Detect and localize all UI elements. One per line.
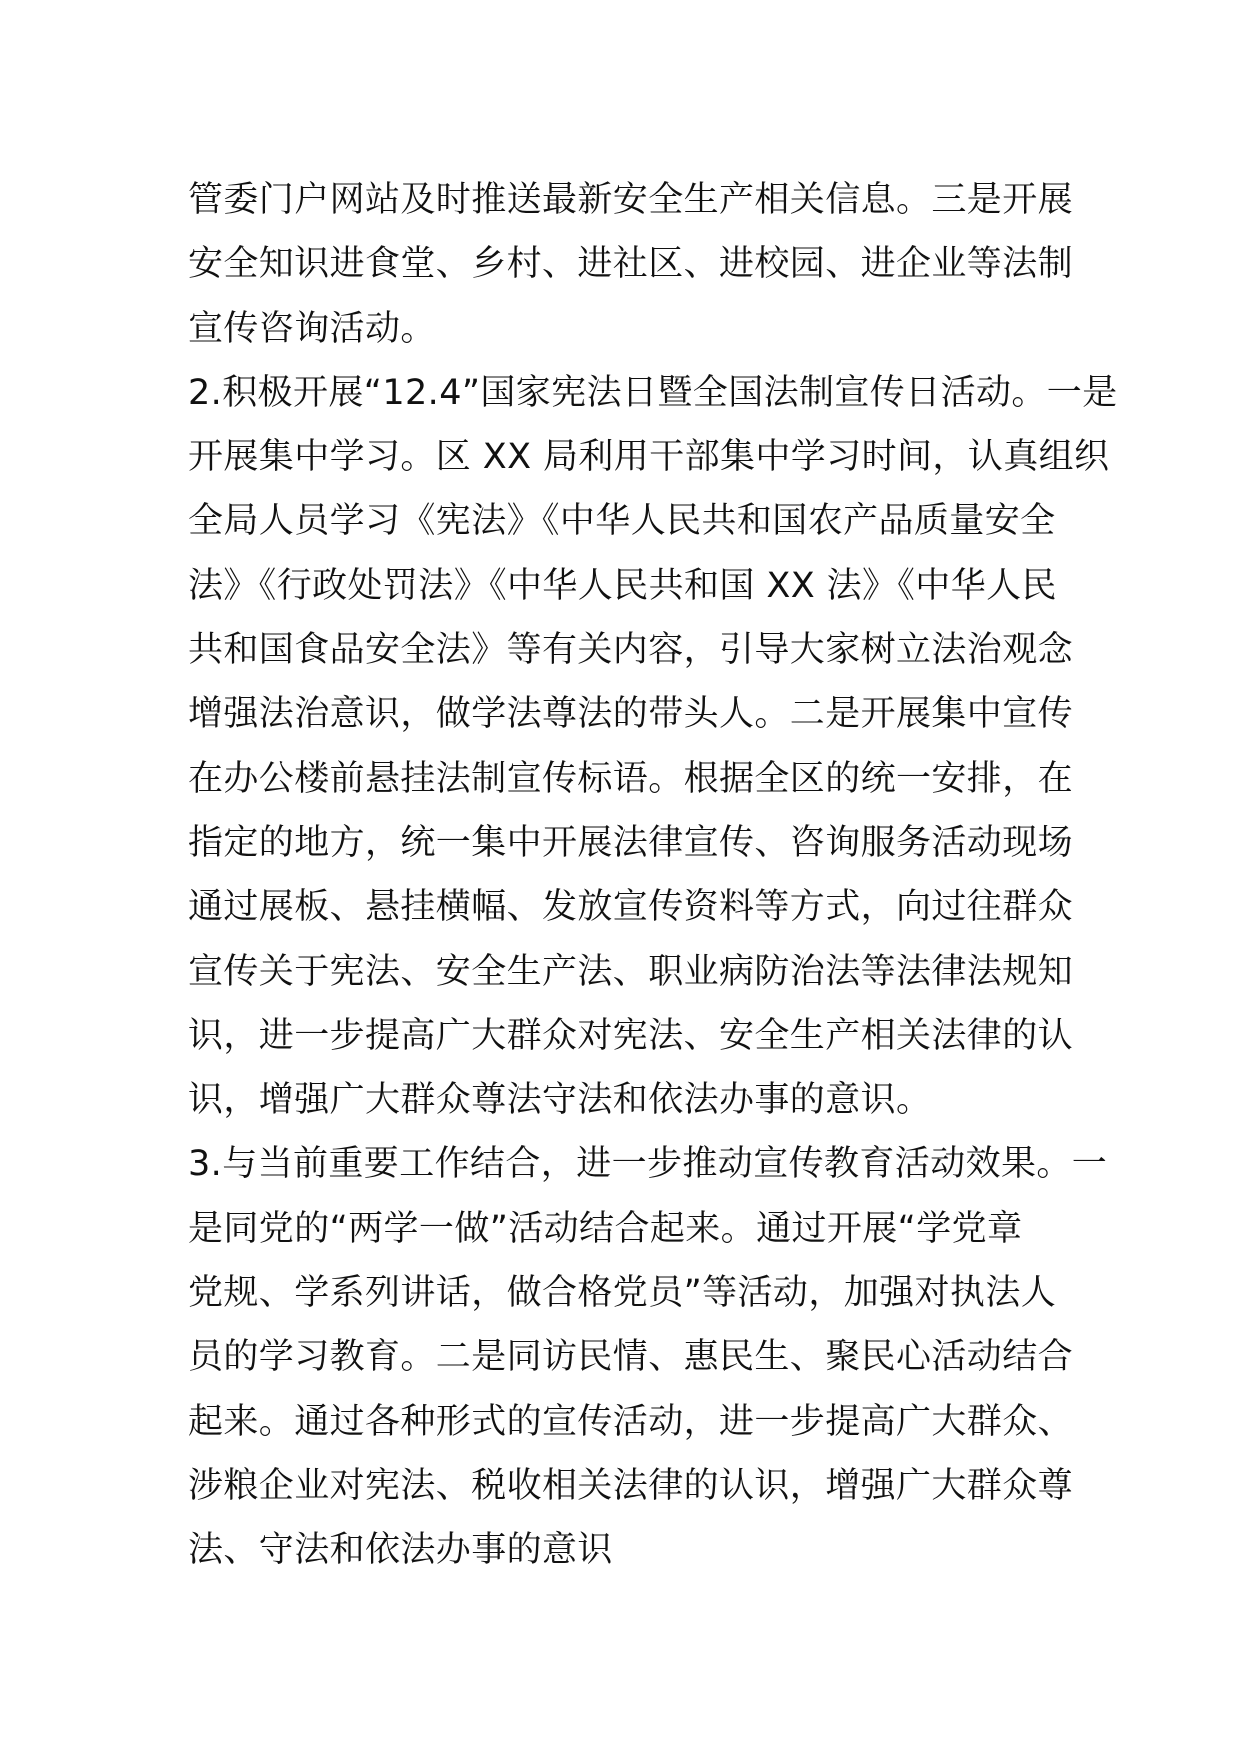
text-line: 员的学习教育。二是同访民情、惠民生、聚民心活动结合 (188, 1337, 1074, 1378)
text-line: 在办公楼前悬挂法制宣传标语。根据全区的统一安排，在 (188, 758, 1074, 799)
text-line: 识，增强广大群众尊法守法和依法办事的意识。 (188, 1080, 932, 1121)
text-line: 通过展板、悬挂横幅、发放宣传资料等方式，向过往群众 (188, 887, 1074, 928)
text-line: 3.与当前重要工作结合，进一步推动宣传教育活动效果。一 (188, 1144, 1108, 1185)
text-line: 党规、学系列讲话，做合格党员”等活动，加强对执法人 (188, 1273, 1057, 1314)
text-line: 指定的地方，统一集中开展法律宣传、咨询服务活动现场 (188, 822, 1074, 863)
text-line: 安全知识进食堂、乡村、进社区、进校园、进企业等法制 (188, 244, 1074, 285)
text-line: 法、守法和依法办事的意识 (188, 1530, 613, 1571)
text-line: 起来。通过各种形式的宣传活动，进一步提高广大群众、 (188, 1401, 1074, 1442)
text-line: 宣传关于宪法、安全生产法、职业病防治法等法律法规知 (188, 951, 1074, 992)
text-line: 开展集中学习。区 XX 局利用干部集中学习时间，认真组织 (188, 437, 1110, 478)
text-line: 全局人员学习《宪法》《中华人民共和国农产品质量安全 (188, 501, 1056, 542)
text-line: 识，进一步提高广大群众对宪法、安全生产相关法律的认 (188, 1015, 1074, 1056)
text-line: 法》《行政处罚法》《中华人民共和国 XX 法》《中华人民 (188, 565, 1057, 606)
text-line: 共和国食品安全法》等有关内容，引导大家树立法治观念 (188, 630, 1074, 671)
text-line: 是同党的“两学一做”活动结合起来。通过开展“学党章 (188, 1208, 1023, 1249)
text-line: 2.积极开展“12.4”国家宪法日暨全国法制宣传日活动。一是 (188, 372, 1118, 413)
text-line: 涉粮企业对宪法、税收相关法律的认识，增强广大群众尊 (188, 1465, 1074, 1506)
text-line: 增强法治意识，做学法尊法的带头人。二是开展集中宣传 (188, 694, 1074, 735)
body-text (188, 168, 1118, 1583)
text-line: 管委门户网站及时推送最新安全生产相关信息。三是开展 (188, 180, 1074, 220)
text-line: 宣传咨询活动。 (188, 308, 436, 349)
